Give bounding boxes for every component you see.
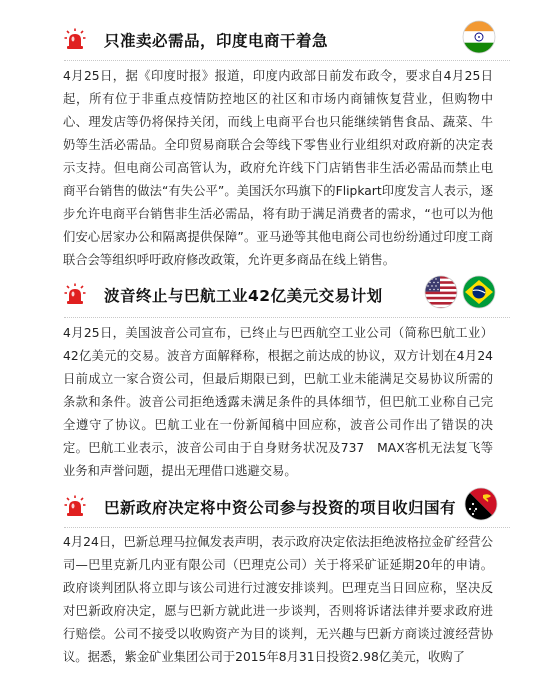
article-title: 只准卖必需品，印度电商干着急 [104, 32, 329, 50]
article-header [0, 487, 554, 527]
article-png [0, 487, 554, 664]
brazil-flag-icon [462, 275, 496, 309]
article-body: 4月25日，美国波音公司宣布，已终止与巴西航空工业公司（简称巴航工业）42亿美元的交易。波音方面解释称，根据之前达成的协议，双方计划在4月24日前成立一家合资公司，但最后期限已到，巴航工业未能满足交易协议所需的条款和条件。波音公司拒绝透露未满足条件的具体细节，但巴航工业称自己完全遵守了协议。巴航工业在一份新闻稿中回应称，波音公司作出了错误的决定。巴航工业表示，波音公司由于自身财务状况及737 MAX客机无法复飞等业务和声誉问题，提出无理借口逃避交易。 [63, 326, 493, 478]
article-header [0, 20, 554, 60]
divider [64, 60, 510, 61]
article-header [0, 275, 554, 315]
usa-flag-icon [424, 275, 458, 309]
india-flag-icon [462, 20, 496, 54]
alarm-bell-icon [64, 495, 86, 517]
article-title: 巴新政府决定将中资公司参与投资的项目收归国有 [104, 499, 457, 517]
article-india [0, 20, 554, 267]
alarm-bell-icon [64, 28, 86, 50]
article-title: 波音终止与巴航工业42亿美元交易计划 [104, 287, 383, 305]
alarm-bell-icon [64, 283, 86, 305]
divider [64, 527, 510, 528]
divider [64, 317, 510, 318]
papua-new-guinea-flag-icon [464, 487, 498, 521]
article-boeing [0, 275, 554, 478]
article-body: 4月25日，据《印度时报》报道，印度内政部日前发布政令，要求自4月25日起，所有位于非重点疫情防控地区的社区和市场内商铺恢复营业，但购物中心、理发店等仍将保持关闭，而线上电商平台也只能继续销售食品、蔬菜、牛奶等生活必需品。全印贸易商联合会等线下零售业行业组织对政府新的决定表示支持。但电商公司高管认为，政府允许线下门店销售非生活必需品而禁止电商平台销售的做法“有失公平”。美国沃尔玛旗下的Flipkart印度发言人表示，逐步允许电商平台销售非生活必需品，将有助于满足消费者的需求，“也可以为他们安心居家办公和隔离提供保障”。亚马逊等其他电商公司也纷纷通过印度工商联合会等组织呼吁政府修改政策，允许更多商品在线上销售。 [63, 69, 493, 267]
article-body: 4月24日，巴新总理马拉佩发表声明，表示政府决定依法拒绝波格拉金矿经营公司—巴里克新几内亚有限公司（巴理克公司）关于将采矿证延期20年的申请。政府谈判团队将立即与该公司进行过渡安排谈判。巴理克当日回应称，坚决反对巴新政府决定，愿与巴新方就此进一步谈判，否则将诉诸法律并要求政府进行赔偿。公司不接受以收购资产为目的谈判，无兴趣与巴新方商谈过渡经营协议。据悉，紫金矿业集团公司于2015年8月31日投资2.98亿美元，收购了 [63, 535, 493, 664]
